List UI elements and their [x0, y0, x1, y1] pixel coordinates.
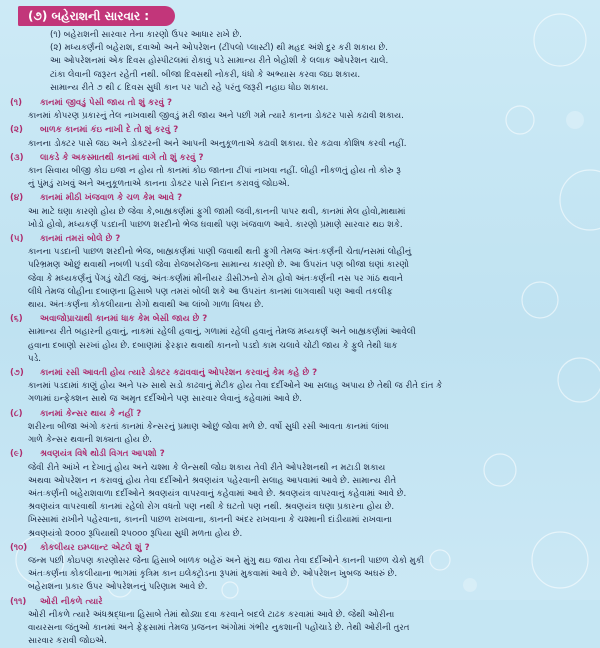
intro-line: આ ઓપરેશનમાં એક દિવસ હોસ્પીટલમાં રોકાવું પડે સામાન્ય રીતે બેહોશી કે લલાક ઓપરેશન ચાલે. — [50, 56, 389, 67]
answer-line: કાનના ડોક્ટર પાસે જઇ અને ડોક્ટરની અને આપની અનુકૂળતાએ કઢાવી શકાય. ઘેર કઢાવા કોશિષ કરવી નહીં. — [28, 138, 407, 149]
question-text: કાનમાં કેન્સર થાય કે નહીં ? — [40, 408, 142, 419]
faq-answer — [10, 246, 592, 312]
faq-item — [10, 124, 592, 150]
answer-line: બહેરાશના પ્રકાર ઉપર ઓપરેશનનું પરિણામ આવે છે. — [28, 582, 208, 593]
question-number: (૭) — [10, 368, 24, 379]
question-number: (૫) — [10, 234, 24, 245]
question-number: (૩) — [10, 152, 24, 163]
question-text: લાકડે કે અકસ્માતથી કાનમાં વાગે તો શું કરવું ? — [40, 152, 204, 163]
faq-question — [10, 448, 592, 461]
faq-item — [10, 596, 592, 648]
question-number: (૮) — [10, 408, 23, 419]
answer-line: પડે. — [28, 353, 42, 364]
answer-line: જેવી રીતે આંખે ન દેખાતું હોય અને ચશ્મા કે લેન્સથી જોઇ શકાય તેવી રીતે ઓપરેશનથી ન મટાડી શકાય — [28, 462, 386, 473]
question-number: (૬) — [10, 314, 23, 325]
faq-item — [10, 408, 592, 448]
answer-line: સારવાર કરાવી જોઇએ. — [28, 636, 107, 647]
faq-item — [10, 192, 592, 232]
faq-question — [10, 313, 592, 326]
faq-question — [10, 542, 592, 555]
answer-line: ગાળે કેન્સર થવાની શક્યતા હોય છે. — [28, 435, 152, 446]
faq-answer — [10, 206, 592, 232]
answer-line: વાયરસના જંતુઓ કાનમાં અને ફેફસામાં તેમજ પ્રજનન અંગોમાં ગંભીર નુકશાની પહોંચાડે છે. તેથી ઓરીની તુરત — [28, 622, 410, 633]
faq-question — [10, 152, 592, 165]
faq-answer — [10, 326, 592, 366]
faq-answer — [10, 165, 592, 191]
answer-line: પરિભ્રમણ ઓછું થવાથી નબળી પડવી જેવા રોજબરોજના સામાન્ય કારણો છે. આ ઉપરાંત પણ બીજા ઘણાં કારણો — [28, 260, 410, 271]
intro-line: સામાન્ય રીતે ૭ થી ૮ દિવસ સુધી કાન પર પાટો રહે પરંતુ જરૂરી નહાઇ ધોઇ શકાય. — [50, 82, 329, 93]
question-text: અવાજોપ્રાચાથી કાનમાં ધાક કેમ બેસી જાય છે ? — [40, 314, 208, 325]
answer-line: થાય. અંતઃકર્ણના કોકલીયાના રોગો થવાથી આ લાંબો ગાળા વિષય છે. — [28, 300, 264, 311]
faq-item — [10, 233, 592, 312]
intro-line: (૧) બહેરાશની સારવાર તેના કારણો ઉપર આધાર રાખે છે. — [50, 30, 242, 40]
faq-answer — [10, 421, 592, 447]
faq-question — [10, 367, 592, 380]
answer-line: ખોડો હોવો, મધ્યકર્ણ પડદાની પાછળ શરદીનો ભેજ ઘવાથી પણ ખંજવાળ આવે. કારણો પ્રમાણે સારવાર થઇ શકે. — [28, 219, 403, 230]
answer-line: જેવા કે મધ્યકર્ણનું પેંગડું ચોંટી જવું, અંતઃકર્ણમાં મીનીયર ડીસીઝનો રોગ હોવો અંતઃકર્ણની નસ પર ગાંઠ થવાને — [28, 273, 404, 284]
faq-answer — [10, 609, 592, 648]
answer-line: શ્રવણયંત્રો ૨૦૦૦ રૂપિયાથી ૨૫૦૦૦ રૂપિયા સુધી મળતા હોય છે. — [28, 528, 243, 539]
question-number: (૧) — [10, 98, 23, 109]
answer-line: ખિસ્સામાં રાખીને પહેરવાના, કાનની પાછળ રાખવાના, કાનની અંદર રાખવાના કે ચશ્માની દાંડીયામાં રાખવાના — [28, 515, 392, 526]
question-number: (૨) — [10, 125, 23, 136]
answer-line: સામાન્ય રીતે બહારની હવાનું, નાકમાં રહેલી હવાનું, ગળામાં રહેલી હવાનું તેમજ મધ્યકર્ણ અને બાહ્યકર્ણમાં આવેલી — [28, 327, 416, 338]
answer-line: આ માટે ઘણા કારણો હોય છે જેવા કે,બાહ્યકર્ણમાં ફુગી જામી જવી,કાનની પાપર થવી, કાનમાં મેલ હોવો,માથામાં — [28, 206, 406, 217]
question-number: (૧૦) — [10, 542, 28, 553]
answer-line: કાન સિવાય બીજી કોઇ ઇજા ન હોય તો કાનમાં કોઇ જાતના ટીંપાં નાખવા નહીં. લોહી નીકળતું હોય તો કોરુ રૂ — [28, 166, 401, 177]
answer-line: લીધે તેમજ લોહીના દબાણના હિસાબે પણ તમરાં બોલી શકે આ ઉપરાંત કાનમાં લાગવાથી પણ આવી તકલીફ — [28, 286, 393, 297]
answer-line: હવાના દબાણો સરખાં હોય છે. દબાણમાં ફેરફાર થવાથી કાનનો પડદો કામ ચલાવે ચોંટી જાય કે ફુલે તેથી ધાક — [28, 340, 398, 351]
answer-line: શરીરના બીજા અંગો કરતાં કાનમાં કેન્સરનું પ્રમાણ ઓછું જોવા મળે છે. વર્ષો સુધી રસી આવતા કાનમાં લાંબા — [28, 421, 389, 432]
question-text: કાનમાં જીવડું પેસી જાય તો શું કરવું ? — [40, 98, 172, 109]
answer-line: કાનના પડદાની પાછળ શરદીનો ભેજ, બાહ્યકર્ણમાં પાણી જવાથી થતી ફુગી તેમજ અંતઃકર્ણની ચેતા/નસમાં લોહીનું — [28, 247, 412, 258]
question-text: ઓરી નીકળે ત્યારે — [40, 596, 103, 607]
intro-line: (૨) મધ્યકર્ણની બહેરાશ, દવાઓ અને ઓપરેશન (ટીંપલો પ્લાસ્ટી) થી મહદ અંશે દુર કરી શકાય છે. — [50, 43, 388, 54]
faq-answer — [10, 555, 592, 595]
answer-line: શ્રવણયંત્ર વાપરવાથી કાનમાં રહેલો રોગ વધતો પણ નથી કે ઘટતો પણ નથી. શ્રવણયંત્ર ઘણા પ્રકારના હોય છે. — [28, 502, 395, 513]
faq-item — [10, 448, 592, 540]
intro-line: ટાંકા લેવાની જરૂરત રહેતી નથી. બીજા દિવસથી નોકરી, ધંધો કે અભ્યાસ કરવા જઇ શકાય. — [50, 69, 361, 80]
faq-answer — [10, 110, 592, 123]
faq-question — [10, 408, 592, 421]
answer-line: કાનમાં પડદામાં કાણું હોય અને પરુ સાથે સડો કાઢવાનું મેટીક હોય તેવા દર્દીઓને આ સલાહ અપાય છે તેથી જ રીતે દાંત કે — [28, 381, 443, 392]
question-text: કોકલીયર ઇમ્પ્લાન્ટ એટલે શું ? — [40, 542, 150, 553]
faq-answer — [10, 138, 592, 151]
question-text: શ્રવણયંત્ર વિષે થોડી વિગત આપશો ? — [40, 449, 165, 460]
faq-item — [10, 367, 592, 407]
faq-question — [10, 124, 592, 137]
faq-answer — [10, 462, 592, 541]
faq-item — [10, 97, 592, 123]
answer-line: અંતઃકર્ણની બહેરાશવાળા દર્દીઓને શ્રવણયંત્ર વાપરવાનું કહેવામાં આવે છે. શ્રવણયંત્ર વાપરવાનું કહેવામાં આવે છે. — [28, 488, 407, 499]
faq-item — [10, 152, 592, 192]
faq-list — [10, 97, 592, 648]
faq-question — [10, 97, 592, 110]
answer-line: જન્મ પછી કોઇપણ કારણોસર જેના હિસાબે બાળક બહેરું અને મુંગુ થઇ જાય તેવા દર્દીઓને કાનની પાછળ ચેકો મુકી — [28, 555, 425, 566]
faq-answer — [10, 380, 592, 406]
answer-line: કાનમાં કોપરણ પ્રકારનું તેલ નાખવાથી જીવડું મરી જાય અને પછી ગમે ત્યારે કાનના ડોક્ટર પાસે કઢાવી શકાય. — [28, 111, 404, 122]
question-number: (૧૧) — [10, 596, 27, 607]
article — [10, 6, 592, 648]
question-text: કાનમાં મીઠી ખંજવાળ કે ચળ કેમ આવે ? — [40, 193, 183, 204]
intro-block — [10, 29, 592, 95]
faq-question — [10, 596, 592, 609]
question-number: (૪) — [10, 193, 24, 204]
answer-line: ગળામાં ઇન્ફેક્શન સાથે જ અમૃત દર્દીઓને પણ સારવાર લેવાનું કહેવામાં આવે છે. — [28, 394, 303, 405]
faq-item — [10, 542, 592, 595]
question-number: (૯) — [10, 449, 23, 460]
answer-line: નું પુંમડું રાખવું અને અનુકૂળતાએ કાનના ડોક્ટર પાસે નિદાન કરાવવું જોઇએ. — [28, 179, 290, 190]
answer-line: અંતઃકર્ણના કોકલીયાના ભાગમાં કૃત્રિમ કાન ઇલેક્ટ્રોડના રૂપમાં મુકવામાં આવે છે. ઓપરેશન ખુબજ અઘરું છે. — [28, 569, 398, 580]
faq-question — [10, 233, 592, 246]
answer-line: અથવા ઓપરેશન ન કરાવવું હોય તેવા દર્દીઓને શ્રવણયંત્ર પહેરવાની સલાહ આપવામાં આવે છે. સામાન્ય રીતે — [28, 475, 397, 486]
faq-question — [10, 192, 592, 205]
faq-item — [10, 313, 592, 366]
question-text: કાનમાં રસી આવતી હોય ત્યારે ડોક્ટર કઢાવવાનું ઓપરેશન કરવાનું કેમ કહે છે ? — [40, 368, 318, 379]
question-text: કાનમાં તમરાં બોલે છે ? — [40, 234, 121, 245]
answer-line: ઓરી નીકળે ત્યારે અંધશ્રદ્ધાના હિસાબે તેમાં થોડ્યા દવા કરવાને બદલે ટાઢક કરવામાં આવે છે. જેથી ઓરીના — [28, 609, 395, 620]
question-text: બાળક કાનમાં કંઇ નાખી દે તો શું કરવું ? — [40, 125, 179, 136]
section-title: (૭) બહેરાશની સારવાર : — [18, 6, 175, 26]
